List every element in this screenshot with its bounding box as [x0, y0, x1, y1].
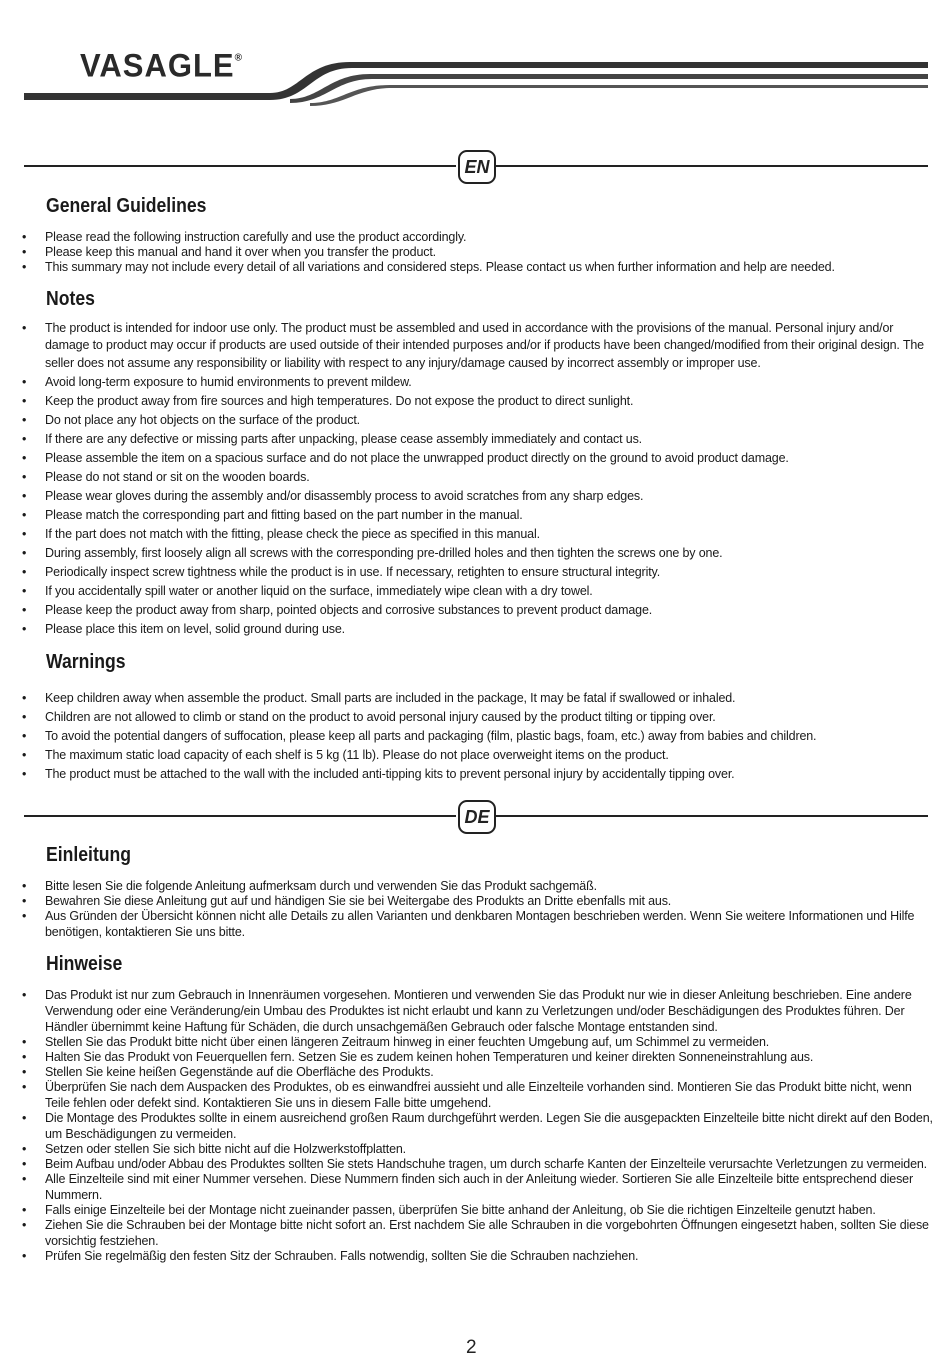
divider-line	[496, 165, 928, 167]
notes-heading: Notes	[46, 288, 95, 310]
list-item: • If there are any defective or missing parts after unpacking, please cease assembly immediately and contact us.	[22, 431, 937, 448]
divider-line	[24, 165, 456, 167]
language-badge-de: DE	[458, 800, 496, 834]
list-item: • If you accidentally spill water or another liquid on the surface, immediately wipe clean with a dry towel.	[22, 583, 937, 600]
list-item: • The maximum static load capacity of each shelf is 5 kg (11 lb). Please do not place overweight items on the product.	[22, 747, 937, 764]
list-item: • To avoid the potential dangers of suffocation, please keep all parts and packaging (film, plastic bags, foam, etc.) away from babies and children.	[22, 728, 937, 745]
general-guidelines-list	[22, 229, 937, 274]
list-item: • Bewahren Sie diese Anleitung gut auf und händigen Sie sie bei Weitergabe des Produkts an Dritte ebenfalls mit aus.	[22, 893, 937, 909]
list-item: • The product must be attached to the wall with the included anti-tipping kits to prevent personal injury by accidentally tipping over.	[22, 766, 937, 783]
list-item: • Please read the following instruction carefully and use the product accordingly.	[22, 229, 937, 245]
list-item: • Halten Sie das Produkt von Feuerquellen fern. Setzen Sie es zudem keinen hohen Temperaturen und keiner direkten Sonneneinstrahlung aus.	[22, 1049, 937, 1065]
list-item: • Prüfen Sie regelmäßig den festen Sitz der Schrauben. Falls notwendig, sollten Sie die Schrauben nachziehen.	[22, 1248, 937, 1264]
list-item: • Bitte lesen Sie die folgende Anleitung aufmerksam durch und verwenden Sie das Produkt sachgemäß.	[22, 878, 937, 894]
section-divider-de	[24, 800, 928, 834]
list-item: • Aus Gründen der Übersicht können nicht alle Details zu allen Varianten und denkbaren Montagen beschrieben werden. Wenn Sie weitere Informationen und Hilfe benötigen, kontaktieren Sie uns bitte.	[22, 908, 937, 940]
warnings-list	[22, 690, 937, 785]
list-item: • Please place this item on level, solid ground during use.	[22, 621, 937, 638]
list-item: • Alle Einzelteile sind mit einer Nummer versehen. Diese Nummern finden sich auch in der Anleitung wieder. Sortieren Sie alle Einzelteile bitte entsprechend dieser Nummern.	[22, 1171, 937, 1203]
list-item: • Überprüfen Sie nach dem Auspacken des Produktes, ob es einwandfrei aussieht und alle Einzelteile vorhanden sind. Montieren Sie das Produkt bitte nicht, wenn Teile fehlen oder defekt sind. Kontaktieren Sie uns in diesem Falle bitte umgehend.	[22, 1079, 937, 1111]
list-item: • Periodically inspect screw tightness while the product is in use. If necessary, retighten to ensure structural integrity.	[22, 564, 937, 581]
list-item: • Please wear gloves during the assembly and/or disassembly process to avoid scratches from any sharp edges.	[22, 488, 937, 505]
list-item: • Stellen Sie das Produkt bitte nicht über einen längeren Zeitraum hinweg in einer feuchten Umgebung auf, um Schimmel zu vermeiden.	[22, 1034, 937, 1050]
warnings-heading: Warnings	[46, 651, 126, 673]
list-item: • Children are not allowed to climb or stand on the product to avoid personal injury caused by the product tilting or tipping over.	[22, 709, 937, 726]
page-header	[0, 0, 950, 110]
list-item: • Avoid long-term exposure to humid environments to prevent mildew.	[22, 374, 937, 391]
list-item: • Keep the product away from fire sources and high temperatures. Do not expose the product to direct sunlight.	[22, 393, 937, 410]
list-item: • If the part does not match with the fitting, please check the piece as specified in this manual.	[22, 526, 937, 543]
hinweise-heading: Hinweise	[46, 953, 123, 975]
divider-line	[496, 815, 928, 817]
list-item: • Please do not stand or sit on the wooden boards.	[22, 469, 937, 486]
general-guidelines-heading: General Guidelines	[46, 195, 207, 217]
list-item: • This summary may not include every detail of all variations and considered steps. Please contact us when further information and help are needed.	[22, 259, 937, 275]
section-divider-en	[24, 150, 928, 184]
list-item: • Keep children away when assemble the product. Small parts are included in the package, It may be fatal if swallowed or inhaled.	[22, 690, 937, 707]
list-item: • Please keep this manual and hand it over when you transfer the product.	[22, 244, 937, 260]
hinweise-list	[22, 987, 937, 1263]
language-badge-en: EN	[458, 150, 496, 184]
list-item: • Stellen Sie keine heißen Gegenstände auf die Oberfläche des Produkts.	[22, 1064, 937, 1080]
list-item: • Beim Aufbau und/oder Abbau des Produktes sollten Sie stets Handschuhe tragen, um durch scharfe Kanten der Einzelteile verursachte Verletzungen zu vermeiden.	[22, 1156, 937, 1172]
list-item: • Do not place any hot objects on the surface of the product.	[22, 412, 937, 429]
divider-line	[24, 815, 456, 817]
list-item: • During assembly, first loosely align all screws with the corresponding pre-drilled holes and then tighten the screws one by one.	[22, 545, 937, 562]
notes-list	[22, 320, 937, 640]
brand-logo: VASAGLE®	[80, 47, 243, 84]
einleitung-heading: Einleitung	[46, 844, 132, 866]
list-item: • Please assemble the item on a spacious surface and do not place the unwrapped product directly on the ground to avoid product damage.	[22, 450, 937, 467]
list-item: • Please keep the product away from sharp, pointed objects and corrosive substances to prevent product damage.	[22, 602, 937, 619]
list-item: • Falls einige Einzelteile bei der Montage nicht zueinander passen, überprüfen Sie bitte anhand der Anleitung, ob Sie die richtigen Einzelteile genutzt haben.	[22, 1202, 937, 1218]
einleitung-list	[22, 878, 937, 939]
list-item: • Die Montage des Produktes sollte in einem ausreichend großen Raum durchgeführt werden. Legen Sie die ausgepackten Einzelteile bitte nicht direkt auf den Boden, um Beschädigungen zu vermeiden.	[22, 1110, 937, 1142]
page-number: 2	[466, 1337, 477, 1358]
list-item: • Das Produkt ist nur zum Gebrauch in Innenräumen vorgesehen. Montieren und verwenden Sie das Produkt nur wie in dieser Anleitung beschrieben. Eine andere Verwendung oder eine Veränderung/ein Umbau des Produktes ist nicht erlaubt und kann zu Verletzungen und/oder Beschädigungen des Produktes führen. Der Händler übernimmt keine Haftung für Schäden, die durch unsachgemäßen Gebrauch oder falsche Montage entstanden sind.	[22, 987, 937, 1035]
list-item: • Ziehen Sie die Schrauben bei der Montage bitte nicht sofort an. Erst nachdem Sie alle Schrauben in die vorgebohrten Öffnungen eingesetzt haben, sollten Sie diese vorsichtig festziehen.	[22, 1217, 937, 1249]
list-item: • The product is intended for indoor use only. The product must be assembled and used in accordance with the provisions of the manual. Personal injury and/or damage to product may occur if products are used outside of their intended purposes and/or if products have been changed/modified from their original design. The seller does not assume any responsibility or liability with respect to any injury/damage caused by incorrect assembly or improper use.	[22, 320, 937, 372]
list-item: • Setzen oder stellen Sie sich bitte nicht auf die Holzwerkstoffplatten.	[22, 1141, 937, 1157]
list-item: • Please match the corresponding part and fitting based on the part number in the manual.	[22, 507, 937, 524]
